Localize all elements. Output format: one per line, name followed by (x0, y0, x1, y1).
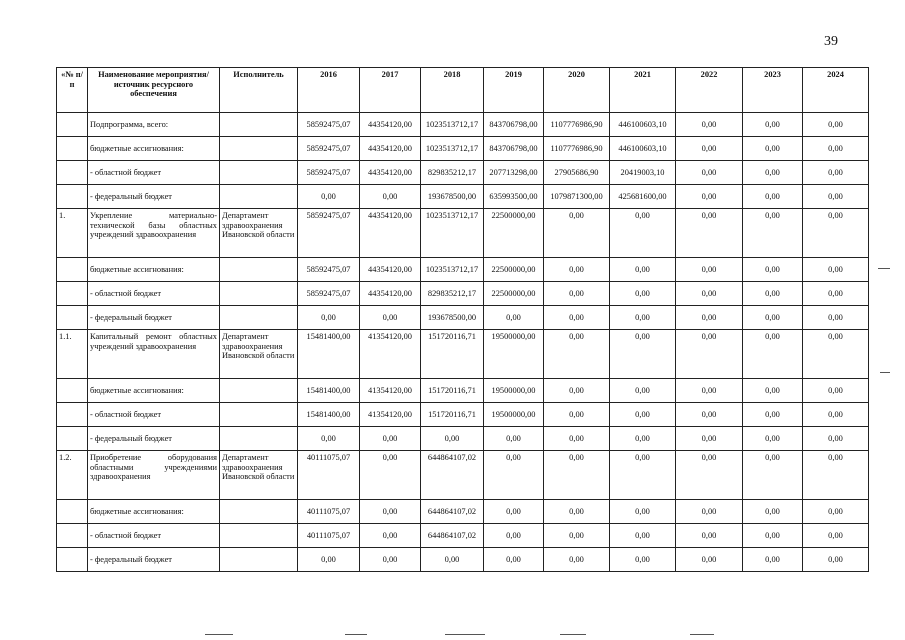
value-cell: 0,00 (676, 548, 743, 572)
value-cell: 0,00 (743, 330, 803, 379)
value-cell: 58592475,07 (298, 282, 360, 306)
value-cell: 0,00 (676, 451, 743, 500)
value-cell: 0,00 (298, 548, 360, 572)
row-number-cell (57, 427, 88, 451)
row-number-cell (57, 548, 88, 572)
executor-cell (220, 185, 298, 209)
value-cell: 207713298,00 (484, 161, 544, 185)
value-cell: 44354120,00 (360, 137, 421, 161)
value-cell: 58592475,07 (298, 161, 360, 185)
value-cell: 0,00 (484, 524, 544, 548)
value-cell: 0,00 (610, 258, 676, 282)
value-cell: 843706798,00 (484, 137, 544, 161)
row-number-cell (57, 161, 88, 185)
header-cell: 2023 (743, 68, 803, 113)
value-cell: 0,00 (610, 282, 676, 306)
header-cell: «№ п/п (57, 68, 88, 113)
value-cell: 0,00 (610, 427, 676, 451)
value-cell: 0,00 (803, 185, 869, 209)
value-cell: 0,00 (610, 330, 676, 379)
value-cell: 151720116,71 (421, 403, 484, 427)
value-cell: 19500000,00 (484, 403, 544, 427)
executor-cell (220, 306, 298, 330)
value-cell: 843706798,00 (484, 113, 544, 137)
row-name-cell: - областной бюджет (88, 524, 220, 548)
value-cell: 41354120,00 (360, 379, 421, 403)
value-cell: 0,00 (610, 306, 676, 330)
row-name-cell: - федеральный бюджет (88, 427, 220, 451)
value-cell: 0,00 (484, 451, 544, 500)
value-cell: 0,00 (610, 403, 676, 427)
table-row-source (57, 185, 869, 209)
header-cell: 2021 (610, 68, 676, 113)
value-cell: 0,00 (743, 185, 803, 209)
value-cell: 0,00 (676, 500, 743, 524)
value-cell: 0,00 (360, 500, 421, 524)
table-row-source (57, 258, 869, 282)
value-cell: 0,00 (676, 209, 743, 258)
value-cell: 0,00 (544, 427, 610, 451)
header-cell: Исполнитель (220, 68, 298, 113)
table-row-source (57, 161, 869, 185)
page-number: 39 (824, 34, 838, 49)
value-cell: 446100603,10 (610, 113, 676, 137)
value-cell: 1023513712,17 (421, 113, 484, 137)
value-cell: 0,00 (803, 306, 869, 330)
value-cell: 0,00 (360, 548, 421, 572)
executor-cell (220, 379, 298, 403)
header-cell: Наименование мероприятия/источник ресурсного обеспечения (88, 68, 220, 113)
value-cell: 0,00 (360, 524, 421, 548)
value-cell: 40111075,07 (298, 524, 360, 548)
value-cell: 0,00 (803, 282, 869, 306)
row-number-cell (57, 403, 88, 427)
value-cell: 0,00 (544, 330, 610, 379)
value-cell: 0,00 (676, 161, 743, 185)
value-cell: 0,00 (676, 379, 743, 403)
value-cell: 151720116,71 (421, 330, 484, 379)
value-cell: 0,00 (676, 113, 743, 137)
value-cell: 0,00 (803, 113, 869, 137)
table-row-measure (57, 330, 869, 379)
value-cell: 0,00 (743, 524, 803, 548)
value-cell: 40111075,07 (298, 500, 360, 524)
value-cell: 1107776986,90 (544, 113, 610, 137)
value-cell: 0,00 (610, 524, 676, 548)
row-name-cell: бюджетные ассигнования: (88, 379, 220, 403)
value-cell: 0,00 (676, 185, 743, 209)
value-cell: 0,00 (360, 427, 421, 451)
value-cell: 44354120,00 (360, 209, 421, 258)
row-name-cell: Капитальный ремонт областных учреждений здравоохранения (88, 330, 220, 379)
executor-cell (220, 403, 298, 427)
value-cell: 0,00 (743, 500, 803, 524)
value-cell: 27905686,90 (544, 161, 610, 185)
value-cell: 0,00 (298, 427, 360, 451)
value-cell: 193678500,00 (421, 185, 484, 209)
scan-mark (878, 268, 890, 269)
row-number-cell (57, 500, 88, 524)
executor-cell (220, 524, 298, 548)
value-cell: 0,00 (360, 185, 421, 209)
value-cell: 41354120,00 (360, 403, 421, 427)
value-cell: 0,00 (544, 403, 610, 427)
table-row-source (57, 113, 869, 137)
header-cell: 2018 (421, 68, 484, 113)
value-cell: 1107776986,90 (544, 137, 610, 161)
value-cell: 0,00 (610, 500, 676, 524)
value-cell: 22500000,00 (484, 209, 544, 258)
row-number-cell (57, 379, 88, 403)
table-row-source (57, 403, 869, 427)
value-cell: 0,00 (544, 258, 610, 282)
value-cell: 0,00 (743, 379, 803, 403)
value-cell: 22500000,00 (484, 282, 544, 306)
value-cell: 0,00 (743, 113, 803, 137)
value-cell: 1079871300,00 (544, 185, 610, 209)
value-cell: 19500000,00 (484, 330, 544, 379)
value-cell: 58592475,07 (298, 113, 360, 137)
value-cell: 0,00 (676, 282, 743, 306)
value-cell: 0,00 (360, 451, 421, 500)
row-name-cell: - областной бюджет (88, 161, 220, 185)
value-cell: 0,00 (743, 306, 803, 330)
table-row-measure (57, 209, 869, 258)
value-cell: 0,00 (610, 451, 676, 500)
value-cell: 0,00 (743, 258, 803, 282)
value-cell: 40111075,07 (298, 451, 360, 500)
value-cell: 0,00 (298, 306, 360, 330)
value-cell: 0,00 (803, 427, 869, 451)
table-row-source (57, 306, 869, 330)
executor-cell (220, 548, 298, 572)
table-row-source (57, 379, 869, 403)
value-cell: 0,00 (803, 548, 869, 572)
value-cell: 0,00 (743, 161, 803, 185)
value-cell: 0,00 (544, 451, 610, 500)
row-number-cell (57, 258, 88, 282)
row-number-cell (57, 137, 88, 161)
value-cell: 0,00 (743, 548, 803, 572)
table-body (57, 113, 869, 572)
value-cell: 0,00 (743, 137, 803, 161)
budget-table (56, 67, 869, 572)
value-cell: 0,00 (484, 427, 544, 451)
value-cell: 0,00 (676, 524, 743, 548)
row-number-cell (57, 524, 88, 548)
value-cell: 644864107,02 (421, 524, 484, 548)
value-cell: 151720116,71 (421, 379, 484, 403)
value-cell: 19500000,00 (484, 379, 544, 403)
scan-mark (880, 372, 890, 373)
row-name-cell: - областной бюджет (88, 282, 220, 306)
row-name-cell: Укрепление материально-технической базы областных учреждений здравоохранения (88, 209, 220, 258)
value-cell: 1023513712,17 (421, 258, 484, 282)
value-cell: 829835212,17 (421, 161, 484, 185)
header-cell: 2017 (360, 68, 421, 113)
row-name-cell: - федеральный бюджет (88, 185, 220, 209)
value-cell: 0,00 (803, 330, 869, 379)
header-cell: 2020 (544, 68, 610, 113)
value-cell: 644864107,02 (421, 451, 484, 500)
value-cell: 425681600,00 (610, 185, 676, 209)
value-cell: 0,00 (484, 500, 544, 524)
row-number-cell: 1. (57, 209, 88, 258)
row-name-cell: Приобретение оборудования областными учреждениями здравоохранения (88, 451, 220, 500)
value-cell: 41354120,00 (360, 330, 421, 379)
table-row-measure (57, 451, 869, 500)
row-name-cell: бюджетные ассигнования: (88, 137, 220, 161)
executor-cell: Департамент здравоохранения Ивановской области (220, 451, 298, 500)
value-cell: 0,00 (421, 548, 484, 572)
value-cell: 0,00 (676, 427, 743, 451)
value-cell: 0,00 (360, 306, 421, 330)
value-cell: 44354120,00 (360, 113, 421, 137)
value-cell: 15481400,00 (298, 403, 360, 427)
value-cell: 1023513712,17 (421, 209, 484, 258)
value-cell: 0,00 (610, 379, 676, 403)
value-cell: 44354120,00 (360, 258, 421, 282)
value-cell: 58592475,07 (298, 137, 360, 161)
value-cell: 0,00 (676, 258, 743, 282)
header-cell: 2019 (484, 68, 544, 113)
value-cell: 0,00 (803, 524, 869, 548)
header-cell: 2016 (298, 68, 360, 113)
executor-cell (220, 427, 298, 451)
value-cell: 0,00 (544, 282, 610, 306)
value-cell: 635993500,00 (484, 185, 544, 209)
value-cell: 0,00 (803, 379, 869, 403)
executor-cell: Департамент здравоохранения Ивановской области (220, 330, 298, 379)
value-cell: 20419003,10 (610, 161, 676, 185)
row-name-cell: Подпрограмма, всего: (88, 113, 220, 137)
value-cell: 0,00 (803, 500, 869, 524)
executor-cell (220, 258, 298, 282)
value-cell: 0,00 (743, 209, 803, 258)
scan-mark (560, 634, 586, 635)
row-number-cell (57, 306, 88, 330)
scan-mark (345, 634, 367, 635)
value-cell: 0,00 (803, 209, 869, 258)
row-number-cell: 1.2. (57, 451, 88, 500)
value-cell: 0,00 (743, 451, 803, 500)
value-cell: 0,00 (610, 209, 676, 258)
table-row-source (57, 427, 869, 451)
value-cell: 58592475,07 (298, 258, 360, 282)
value-cell: 0,00 (803, 161, 869, 185)
value-cell: 22500000,00 (484, 258, 544, 282)
value-cell: 0,00 (544, 306, 610, 330)
value-cell: 0,00 (544, 209, 610, 258)
value-cell: 0,00 (298, 185, 360, 209)
value-cell: 829835212,17 (421, 282, 484, 306)
executor-cell (220, 161, 298, 185)
header-row (57, 68, 869, 113)
scan-mark (690, 634, 714, 635)
table-row-source (57, 282, 869, 306)
value-cell: 0,00 (803, 451, 869, 500)
executor-cell (220, 282, 298, 306)
scan-mark (205, 634, 233, 635)
executor-cell (220, 500, 298, 524)
row-number-cell (57, 185, 88, 209)
value-cell: 15481400,00 (298, 379, 360, 403)
header-cell: 2024 (803, 68, 869, 113)
value-cell: 0,00 (803, 258, 869, 282)
value-cell: 644864107,02 (421, 500, 484, 524)
value-cell: 0,00 (544, 524, 610, 548)
value-cell: 0,00 (544, 548, 610, 572)
value-cell: 0,00 (484, 548, 544, 572)
row-name-cell: бюджетные ассигнования: (88, 500, 220, 524)
row-number-cell: 1.1. (57, 330, 88, 379)
table-row-source (57, 137, 869, 161)
row-number-cell (57, 282, 88, 306)
row-name-cell: - областной бюджет (88, 403, 220, 427)
value-cell: 0,00 (803, 137, 869, 161)
executor-cell: Департамент здравоохранения Ивановской области (220, 209, 298, 258)
table-row-source (57, 500, 869, 524)
value-cell: 0,00 (803, 403, 869, 427)
table-row-source (57, 548, 869, 572)
value-cell: 0,00 (610, 548, 676, 572)
row-name-cell: - федеральный бюджет (88, 306, 220, 330)
header-cell: 2022 (676, 68, 743, 113)
executor-cell (220, 113, 298, 137)
value-cell: 0,00 (676, 330, 743, 379)
value-cell: 0,00 (743, 427, 803, 451)
value-cell: 0,00 (544, 500, 610, 524)
value-cell: 15481400,00 (298, 330, 360, 379)
scan-mark (445, 634, 485, 635)
value-cell: 0,00 (743, 403, 803, 427)
row-name-cell: бюджетные ассигнования: (88, 258, 220, 282)
value-cell: 0,00 (484, 306, 544, 330)
value-cell: 1023513712,17 (421, 137, 484, 161)
executor-cell (220, 137, 298, 161)
value-cell: 58592475,07 (298, 209, 360, 258)
table-row-source (57, 524, 869, 548)
value-cell: 0,00 (421, 427, 484, 451)
value-cell: 44354120,00 (360, 161, 421, 185)
row-name-cell: - федеральный бюджет (88, 548, 220, 572)
value-cell: 193678500,00 (421, 306, 484, 330)
value-cell: 44354120,00 (360, 282, 421, 306)
row-number-cell (57, 113, 88, 137)
value-cell: 0,00 (676, 137, 743, 161)
value-cell: 0,00 (544, 379, 610, 403)
value-cell: 0,00 (743, 282, 803, 306)
value-cell: 0,00 (676, 403, 743, 427)
value-cell: 0,00 (676, 306, 743, 330)
value-cell: 446100603,10 (610, 137, 676, 161)
